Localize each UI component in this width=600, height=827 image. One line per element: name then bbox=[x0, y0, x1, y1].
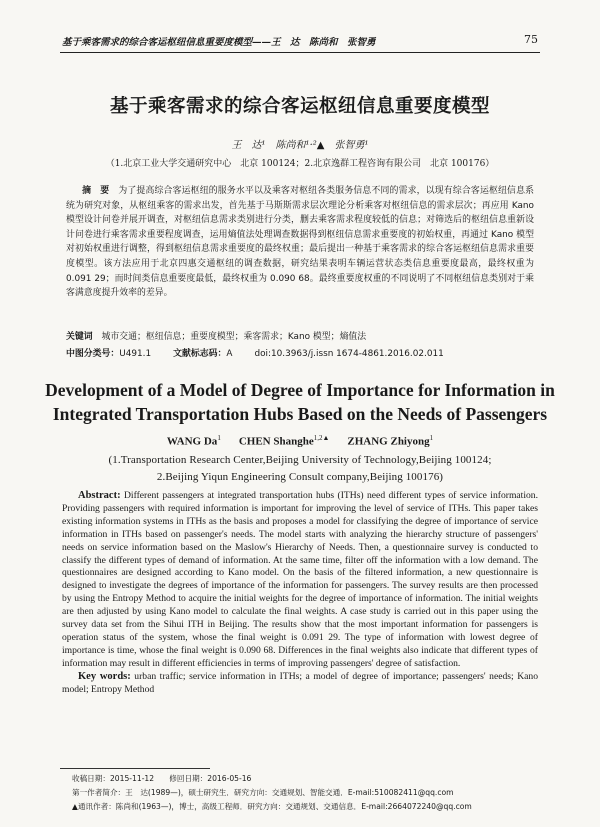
english-authors bbox=[60, 434, 540, 448]
doc-code: A bbox=[226, 349, 233, 359]
footnote-corresponding-author: ▲通讯作者：陈尚和(1963—)，博士，高级工程师．研究方向：交通规划、交通信息．E-mail:2664072240@qq.com bbox=[72, 802, 472, 812]
chinese-abstract-text: 为了提高综合客运枢纽的服务水平以及乘客对枢纽各类服务信息不同的需求，以现有综合客运枢纽信息系统为研究对象，从枢纽乘客的需求出发，首先基于马斯斯需求层次理论分析乘客对枢纽信息的需求层次；再应用 Kano 模型设计问卷并展开调查，对枢纽信息需求类别进行分类，删去乘客需求程度较低的信息；对筛选后的枢纽信息重新设计问卷进行乘客需求重要程度调查，运用熵值法处理调查数据得到枢纽信息需求重要度的初始权重，再通过 Kano 模型对初始权重进行调整，得到枢纽信息需求重要度的最终权重；最后提出一种基于乘客需求的综合客运枢纽信息需求重要度模型。该方法应用于北京四惠交通枢纽的调查数据，研究结果表明车辆运营状态类信息重要度最高，最终权重为 0.091 29；而时间类信息重要度最低，最终权重为 0.090 68。最终重要度权重的不同说明了不同枢纽信息类别对于乘客满意度提升效率的差异。 bbox=[66, 186, 535, 299]
author-2: CHEN Shanghe bbox=[238, 435, 314, 448]
english-abstract-label: Abstract: bbox=[78, 490, 121, 501]
chinese-authors: 王 达¹ 陈尚和¹·²▲ 张智勇¹ bbox=[231, 140, 369, 151]
chinese-keywords bbox=[66, 330, 534, 344]
author-1-affil-mark: 1 bbox=[217, 434, 221, 442]
english-title: Development of a Model of Degree of Importance for Information in Integrated Transportation Hubs Based on the Needs of Passengers bbox=[45, 380, 555, 424]
page-number: 75 bbox=[524, 33, 538, 46]
footnote-first-author: 第一作者简介：王 达(1989—)，硕士研究生．研究方向：交通规划、智能交通．E-mail:510082411@qq.com bbox=[72, 788, 454, 798]
running-header bbox=[62, 34, 538, 50]
english-affiliation bbox=[60, 452, 540, 486]
english-affiliation-2: 2.Beijing Yiqun Engineering Consult company,Beijing 100176) bbox=[156, 471, 444, 483]
english-affiliation-1: (1.Transportation Research Center,Beijing University of Technology,Beijing 100124; bbox=[108, 454, 492, 466]
chinese-title: 基于乘客需求的综合客运枢纽信息重要度模型 bbox=[109, 96, 490, 117]
english-keywords-text: urban traffic; service information in ITHs; a model of degree of importance; passengers' needs; Kano model; Entropy Method bbox=[62, 670, 538, 695]
author-2-affil-mark: 1,2▲ bbox=[313, 434, 330, 442]
author-3: ZHANG Zhiyong bbox=[347, 435, 430, 448]
footnote-rule bbox=[60, 768, 210, 769]
classification-label: 中图分类号： bbox=[66, 349, 120, 359]
chinese-affiliation: （1.北京工业大学交通研究中心 北京 100124；2.北京逸群工程咨询有限公司 北京 100176） bbox=[105, 159, 495, 169]
english-abstract-paragraph bbox=[62, 490, 538, 671]
english-keywords bbox=[62, 671, 538, 697]
chinese-abstract-label: 摘 要 bbox=[82, 186, 110, 196]
footnote-dates: 收稿日期：2015-11-12 修回日期：2016-05-16 bbox=[72, 774, 252, 783]
classification-code: U491.1 bbox=[119, 349, 152, 359]
footnotes bbox=[72, 772, 560, 815]
author-3-affil-mark: 1 bbox=[429, 434, 434, 442]
classification-line bbox=[66, 347, 534, 361]
running-title: 基于乘客需求的综合客运枢纽信息重要度模型——王 达 陈尚和 张智勇 bbox=[62, 37, 376, 48]
chinese-keywords-label: 关键词 bbox=[66, 332, 93, 342]
chinese-abstract bbox=[66, 184, 534, 301]
english-abstract-text: Different passengers at integrated transportation hubs (ITHs) need different types of service information. Providing passengers with required information is important for improving the level of service of ITHs. This paper takes existing information systems in ITHs as the basis and proposes a model for classifying the degree of importance of service information in ITHs based on passenger's needs. The model starts with analyzing the hierarchy structure of passengers' needs on service information based on the Maslow's Hierarchy of Needs. Then, a questionnaire survey is conducted to classify the different types of demand of information. At the same time, filter off the information with a low demand. The questionnaires are designed according to Kano model. On the basis of the filtered information, a new questionnaire is designed to investigate the degrees of importance of the information for passengers. The survey results are then processed by using the Entropy Method to acquire the initial weights for the degree of importance of information. The initial weights are then adjusted by using Kano model to calculate the final weights. A case study is carried out in this paper using the survey data set from the Sihui ITH in Beijing. The results show that the most important information for passengers is operation status of the system, whose the final weight is 0.091 29. The type of information with lowest degree of importance is time, whose the final weight is 0.090 68. Differences in the final weights also indicate that different types of information may result in different efficiencies in terms of improving passengers' degree of satisfaction. bbox=[62, 490, 538, 669]
doc-code-label: 文献标志码： bbox=[173, 349, 227, 359]
english-abstract bbox=[62, 490, 538, 697]
doi: doi:10.3963/j.issn 1674-4861.2016.02.011 bbox=[254, 349, 444, 359]
english-keywords-label: Key words: bbox=[78, 670, 131, 682]
chinese-keywords-text: 城市交通；枢纽信息；重要度模型；乘客需求；Kano 模型；熵值法 bbox=[101, 332, 367, 342]
author-1: WANG Da bbox=[166, 435, 218, 448]
header-rule bbox=[60, 52, 540, 53]
